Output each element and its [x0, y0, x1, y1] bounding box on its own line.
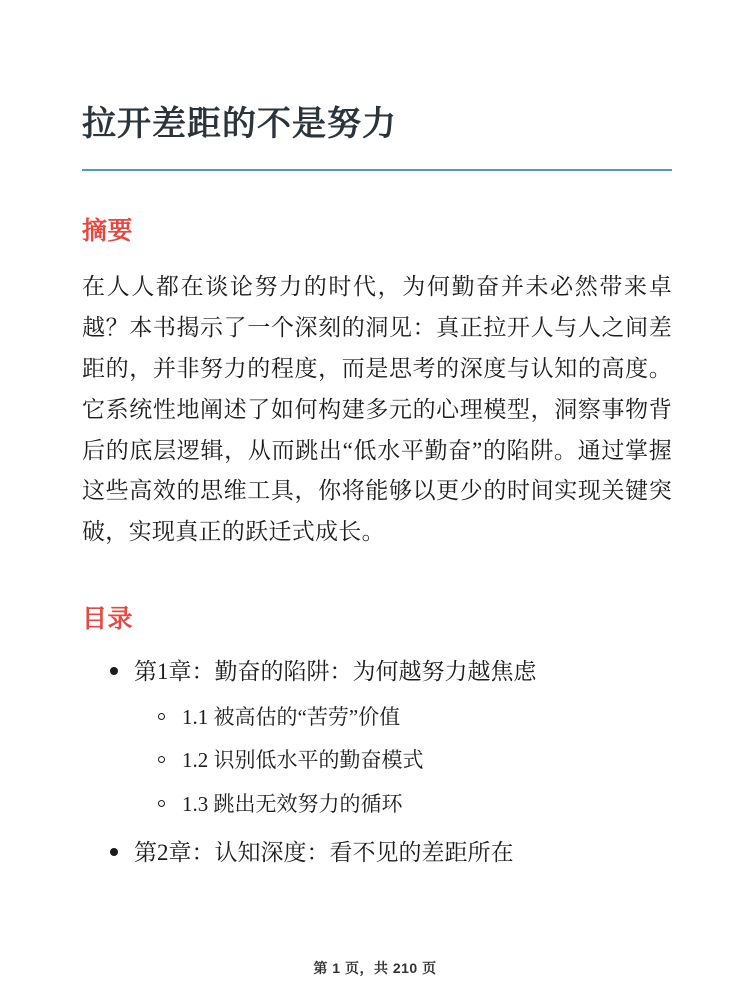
toc-chapter-label: 第1章：勤奋的陷阱：为何越努力越焦虑 [134, 659, 537, 685]
toc-chapter-item[interactable] [82, 836, 672, 871]
toc-subsection-label: 1.1 被高估的“苦劳”价值 [182, 704, 401, 729]
bullet-icon [110, 848, 118, 856]
table-of-contents [82, 655, 672, 871]
abstract-text: 在人人都在谈论努力的时代，为何勤奋并未必然带来卓越？本书揭示了一个深刻的洞见：真正拉开人与人之间差距的，并非努力的程度，而是思考的深度与认知的高度。它系统性地阐述了如何构建多元的心理模型，洞察事物背后的底层逻辑，从而跳出“低水平勤奋”的陷阱。通过掌握这些高效的思维工具，你将能够以更少的时间实现关键突破，实现真正的跃迁式成长。 [82, 273, 672, 545]
circle-outline-icon [158, 800, 165, 807]
circle-outline-icon [158, 713, 165, 720]
abstract-heading: 摘要 [82, 216, 134, 245]
toc-subsection-label: 1.2 识别低水平的勤奋模式 [182, 748, 424, 773]
toc-subsection-label: 1.3 跳出无效努力的循环 [182, 791, 403, 816]
toc-subsection-item[interactable] [134, 702, 672, 734]
page-title: 拉开差距的不是努力 [82, 105, 397, 143]
circle-outline-icon [158, 756, 165, 763]
toc-subsection-item[interactable] [134, 745, 672, 777]
toc-heading: 目录 [82, 605, 134, 634]
toc-chapter-item[interactable] [82, 655, 672, 820]
title-divider [82, 169, 672, 171]
toc-subsection-list [134, 702, 672, 821]
toc-subsection-item[interactable] [134, 789, 672, 821]
page-footer: 第 1 页，共 210 页 [313, 960, 437, 976]
bullet-icon [110, 667, 118, 675]
toc-chapter-label: 第2章：认知深度：看不见的差距所在 [134, 840, 514, 866]
